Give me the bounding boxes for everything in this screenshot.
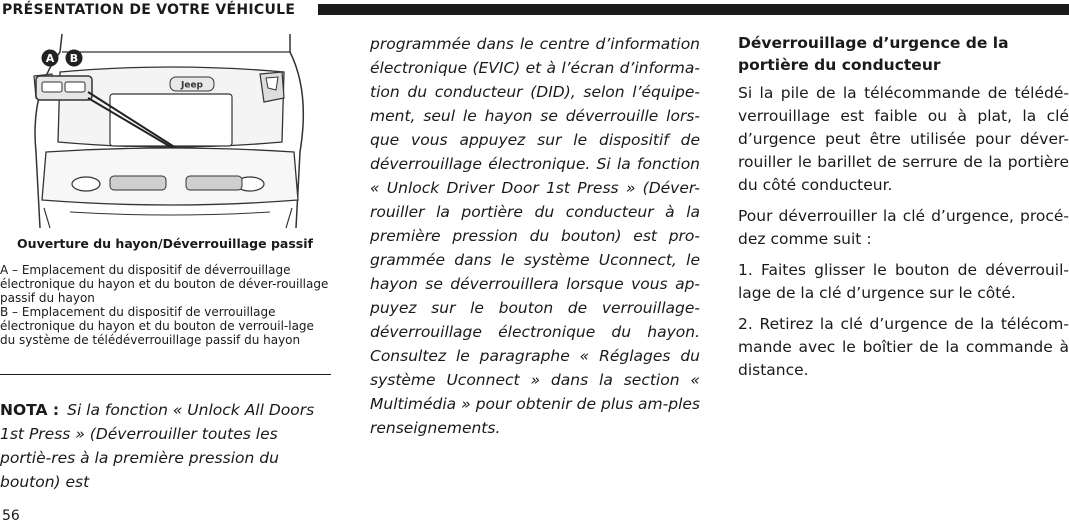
page-header bbox=[0, 0, 1069, 20]
emergency-unlock-section bbox=[738, 32, 1069, 390]
vehicle-logo: Jeep bbox=[181, 80, 203, 91]
badge-a bbox=[42, 50, 59, 67]
header-rule bbox=[318, 4, 1069, 15]
svg-text:B: B bbox=[69, 52, 79, 65]
note-label: NOTA : bbox=[0, 401, 60, 419]
section-title: PRÉSENTATION DE VOTRE VÉHICULE bbox=[2, 2, 296, 18]
figure-legend bbox=[0, 263, 330, 347]
liftgate-illustration bbox=[0, 32, 330, 232]
section-heading: Déverrouillage d’urgence de la portière du conducteur bbox=[738, 34, 1009, 74]
svg-text:A: A bbox=[45, 52, 55, 65]
legend-item-a: A – Emplacement du dispositif de déverrouillage électronique du hayon et du bouton de déver-rouillage passif du hayon bbox=[0, 263, 329, 305]
vehicle-rear-drawing bbox=[0, 32, 330, 232]
legend-item-b: B – Emplacement du dispositif de verrouillage électronique du hayon et du bouton de verrouil-lage du système de télédéverrouillage passif du hayon bbox=[0, 305, 314, 347]
note-continuation: programmée dans le centre d’information électronique (EVIC) et à l’écran d’informa-tion du conducteur (DID), selon l’équipe-ment, seul le hayon se déverrouille lors-que vous appuyez sur le dispositif de déverrouillage électronique. Si la fonction « Unlock Driver Door 1st Press » (Déver-rouiller la portière du conducteur à la première pression du bouton) est pro-grammée dans le système Uconnect, le hayon se déverrouillera lorsque vous ap-puyez sur le bouton de verrouillage-déverrouillage électronique du hayon. Consultez le paragraphe « Réglages du système Uconnect » dans la section « Multimédia » pour obtenir de plus am-ples renseignements. bbox=[370, 35, 700, 437]
page-number: 56 bbox=[2, 508, 20, 524]
badge-b bbox=[66, 50, 83, 67]
step-item: 2. Retirez la clé d’urgence de la télécom-mande avec le boîtier de la commande à distance. bbox=[738, 315, 1069, 379]
note-paragraph bbox=[0, 398, 333, 494]
legend-divider bbox=[0, 374, 331, 375]
figure-caption: Ouverture du hayon/Déverrouillage passif bbox=[17, 236, 313, 251]
note-text: Si la fonction « Unlock All Doors 1st Press » (Déverrouiller toutes les portiè-res à la première pression du bouton) est bbox=[0, 401, 315, 491]
body-paragraph: Pour déverrouiller la clé d’urgence, procé-dez comme suit : bbox=[738, 207, 1069, 248]
body-paragraph: Si la pile de la télécommande de télédé-verrouillage est faible ou à plat, la clé d’urgence peut être utilisée pour déver-rouiller le barillet de serrure de la portière du côté conducteur. bbox=[738, 84, 1069, 194]
step-item: 1. Faites glisser le bouton de déverrouil-lage de la clé d’urgence sur le côté. bbox=[738, 261, 1069, 302]
